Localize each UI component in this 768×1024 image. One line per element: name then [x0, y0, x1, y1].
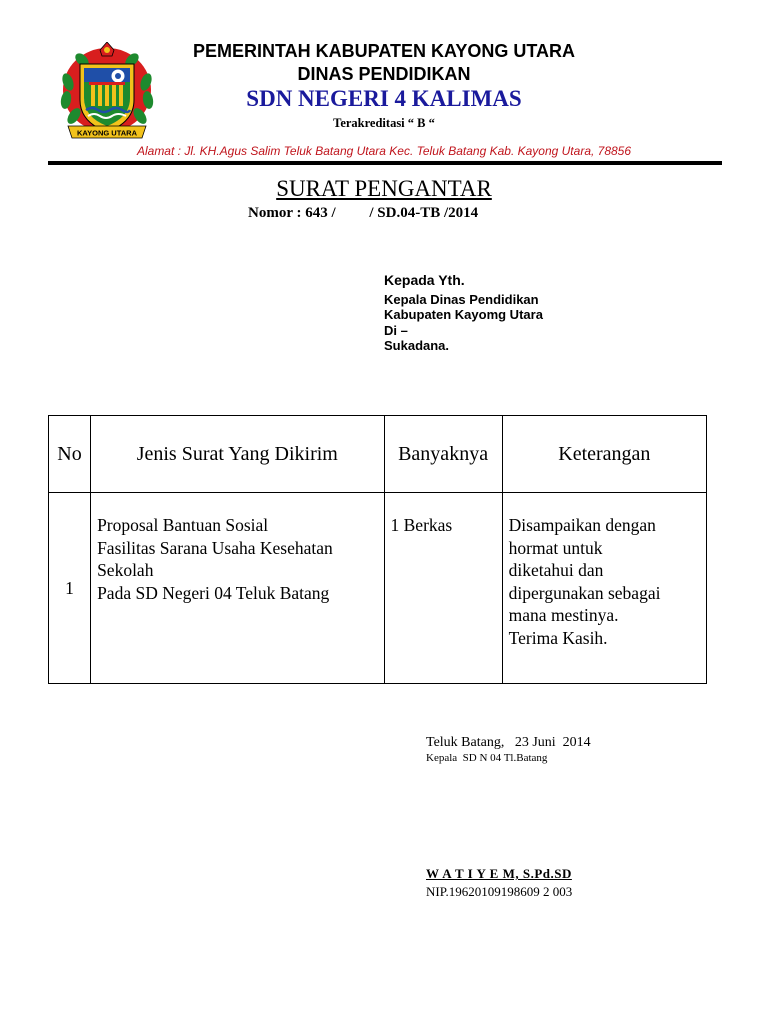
jenis-line: Pada SD Negeri 04 Teluk Batang	[97, 582, 330, 603]
recipient-office: Kabupaten Kayomg Utara	[384, 307, 543, 322]
school-name: SDN NEGERI 4 KALIMAS	[246, 86, 522, 111]
recipient-city: Sukadana.	[384, 338, 450, 353]
cell-no: 1	[49, 493, 91, 684]
keterangan-line: dipergunakan sebagai	[508, 582, 661, 603]
cell-banyaknya: 1 Berkas	[384, 493, 502, 684]
header-jenis: Jenis Surat Yang Dikirim	[91, 416, 384, 493]
government-name: PEMERINTAH KABUPATEN KAYONG UTARA	[192, 41, 575, 61]
header-divider	[48, 161, 722, 165]
keterangan-line: Disampaikan dengan	[508, 515, 656, 535]
signer-position: Kepala SD N 04 Tl.Batang	[426, 752, 548, 764]
school-address: Alamat : Jl. KH.Agus Salim Teluk Batang Utara Kec. Teluk Batang Kab. Kayong Utara, 78856	[136, 144, 632, 158]
signer-nip: NIP.19620109198609 2 003	[426, 884, 573, 899]
accreditation-text: Terakreditasi “ B “	[333, 116, 435, 130]
place-date: Teluk Batang, 23 Juni 2014	[426, 735, 591, 750]
letter-title	[0, 176, 768, 202]
jenis-line: Fasilitas Sarana Usaha Kesehatan	[97, 537, 333, 558]
department-name: DINAS PENDIDIKAN	[297, 64, 471, 84]
jenis-line: Proposal Bantuan Sosial	[97, 515, 269, 535]
documents-table	[48, 415, 707, 684]
cell-keterangan	[502, 493, 706, 684]
recipient-title: Kepala Dinas Pendidikan	[384, 291, 539, 307]
keterangan-line: Terima Kasih.	[508, 627, 608, 648]
jenis-line: Sekolah	[97, 560, 154, 580]
table-row	[49, 493, 707, 684]
recipient-block	[384, 273, 543, 354]
header-no: No	[49, 416, 91, 493]
signer-name: W A T I Y E M, S.Pd.SD	[426, 866, 572, 881]
header-keterangan: Keterangan	[502, 416, 706, 493]
keterangan-line: hormat untuk	[508, 537, 603, 558]
cell-jenis	[91, 493, 384, 684]
table-header-row	[49, 416, 707, 493]
letter-title-text: SURAT PENGANTAR	[276, 176, 492, 201]
recipient-at: Di –	[384, 322, 408, 338]
crest-ribbon-text: KAYONG UTARA	[76, 128, 138, 138]
keterangan-line: diketahui dan	[508, 560, 604, 580]
recipient-salutation: Kepada Yth.	[384, 272, 465, 288]
keterangan-line: mana mestinya.	[508, 605, 619, 625]
letter-number: Nomor : 643 / / SD.04-TB /2014	[248, 205, 479, 221]
header-banyaknya: Banyaknya	[384, 416, 502, 493]
